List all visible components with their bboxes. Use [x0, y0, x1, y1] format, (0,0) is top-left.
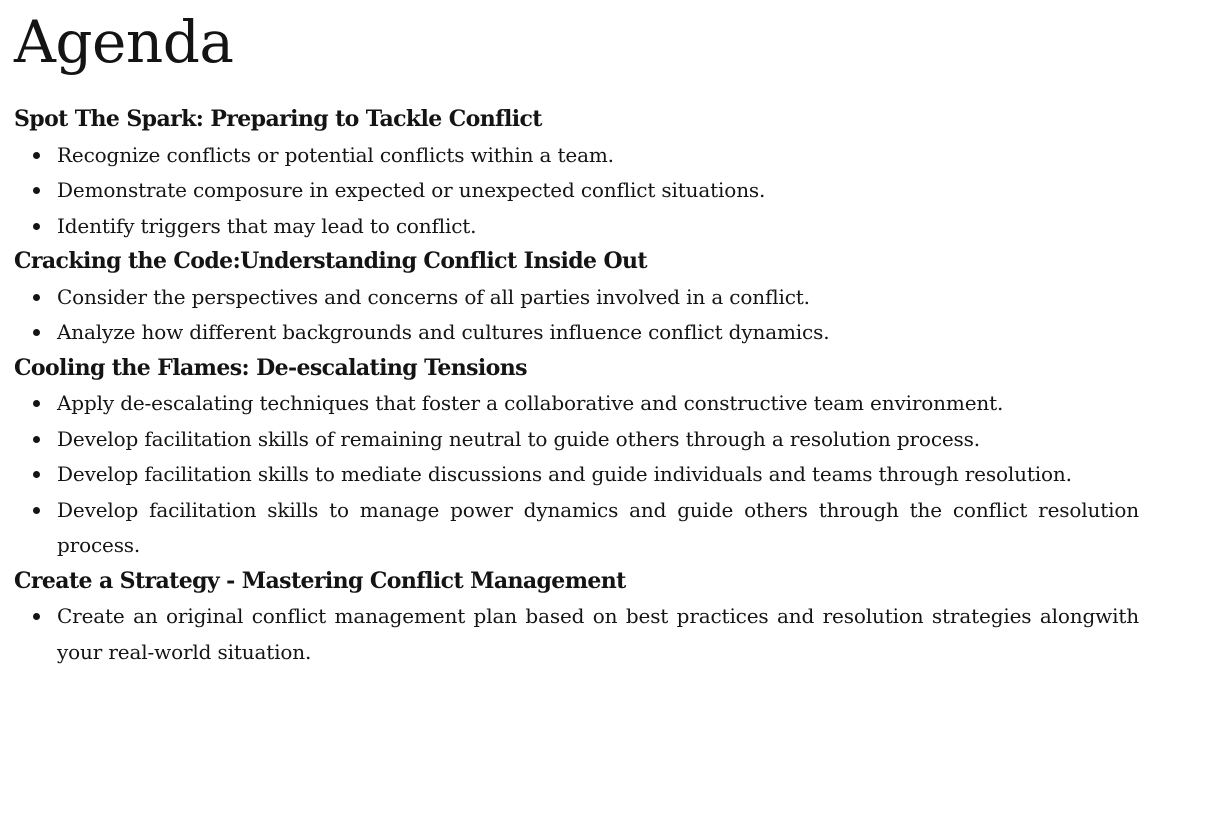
- list-item-text: Apply de-escalating techniques that foster a collaborative and constructive team environment.: [57, 391, 1004, 415]
- agenda-section: [14, 244, 1139, 351]
- page-title: Agenda: [14, 8, 234, 76]
- list-item: [14, 599, 1139, 670]
- bullet-icon: [33, 152, 40, 159]
- list-item-text: Develop facilitation skills to mediate discussions and guide individuals and teams through resolution.: [57, 462, 1072, 486]
- section-heading: Cracking the Code:Understanding Conflict Inside Out: [14, 248, 647, 274]
- list-item-text: Develop facilitation skills to manage power dynamics and guide others through the conflict resolution process.: [57, 497, 1139, 557]
- bullet-icon: [33, 187, 40, 194]
- bullet-icon: [33, 400, 40, 407]
- agenda-section: [14, 351, 1139, 564]
- bullet-icon: [33, 436, 40, 443]
- agenda-section: [14, 102, 1139, 244]
- section-heading: Create a Strategy - Mastering Conflict Management: [14, 567, 626, 594]
- list-item: [14, 386, 1139, 422]
- list-item: [14, 422, 1139, 458]
- list-item-text: Analyze how different backgrounds and cultures influence conflict dynamics.: [57, 320, 830, 344]
- list-item: [14, 493, 1139, 564]
- list-item: [14, 280, 1139, 316]
- list-item-text: Develop facilitation skills of remaining neutral to guide others through a resolution process.: [57, 426, 980, 451]
- bullet-list: [14, 138, 1139, 245]
- list-item-text: Demonstrate composure in expected or unexpected conflict situations.: [57, 178, 766, 202]
- bullet-icon: [33, 471, 40, 478]
- bullet-icon: [33, 507, 40, 514]
- bullet-icon: [33, 329, 40, 336]
- bullet-icon: [33, 223, 40, 230]
- agenda-section: [14, 564, 1139, 671]
- bullet-icon: [33, 613, 40, 620]
- list-item-text: Consider the perspectives and concerns of all parties involved in a conflict.: [57, 284, 810, 309]
- list-item-text: Identify triggers that may lead to conflict.: [57, 213, 477, 238]
- list-item-text: Recognize conflicts or potential conflicts within a team.: [57, 142, 614, 167]
- bullet-list: [14, 599, 1139, 670]
- list-item: [14, 315, 1139, 351]
- list-item: [14, 457, 1139, 493]
- bullet-icon: [33, 294, 40, 301]
- bullet-list: [14, 280, 1139, 351]
- section-heading: Cooling the Flames: De-escalating Tensions: [14, 354, 527, 381]
- list-item: [14, 209, 1139, 245]
- bullet-list: [14, 386, 1139, 564]
- list-item-text: Create an original conflict management plan based on best practices and resolution strategies alongwith your real-world situation.: [57, 604, 1139, 664]
- section-heading: Spot The Spark: Preparing to Tackle Conflict: [14, 106, 542, 132]
- list-item: [14, 173, 1139, 209]
- list-item: [14, 138, 1139, 174]
